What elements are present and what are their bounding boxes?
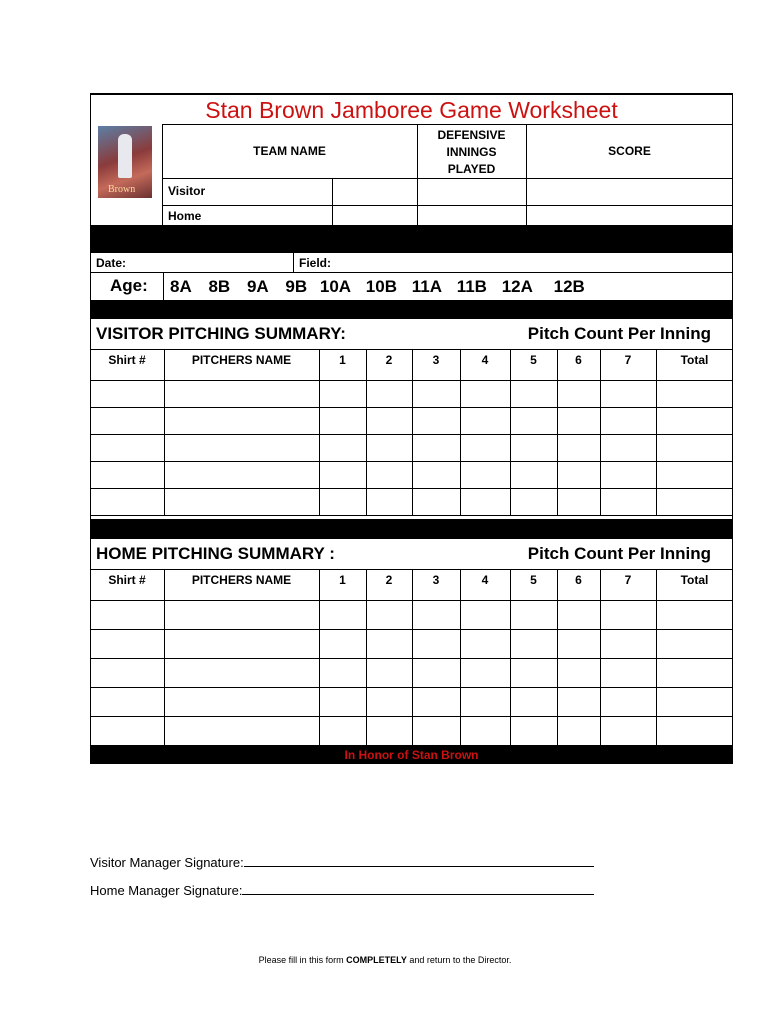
age-group-12b[interactable]: 12B xyxy=(553,277,585,296)
page-title: Stan Brown Jamboree Game Worksheet xyxy=(205,97,618,123)
visitor_summary-cell[interactable] xyxy=(367,462,412,488)
home_summary-cell[interactable] xyxy=(413,601,460,629)
home-pitching-table xyxy=(90,570,733,746)
visitor_summary-cell[interactable] xyxy=(461,381,510,407)
visitor_summary-cell[interactable] xyxy=(511,435,557,461)
age-group-10a[interactable]: 10A xyxy=(319,277,352,296)
visitor_summary-cell[interactable] xyxy=(657,381,733,407)
home_summary-cell[interactable] xyxy=(461,659,510,687)
home_summary-cell[interactable] xyxy=(413,659,460,687)
honor-banner-text: In Honor of Stan Brown xyxy=(344,747,479,762)
home_summary-col-header: 7 xyxy=(624,573,632,587)
home_summary-cell[interactable] xyxy=(413,717,460,745)
visitor-summary-heading xyxy=(90,319,733,350)
visitor_summary-cell[interactable] xyxy=(165,381,319,407)
visitor_summary-cell[interactable] xyxy=(558,462,600,488)
honor-banner xyxy=(90,745,733,764)
visitor_summary-cell[interactable] xyxy=(413,408,460,434)
home_summary-cell[interactable] xyxy=(91,688,164,716)
visitor_summary-cell[interactable] xyxy=(461,462,510,488)
visitor_summary-cell[interactable] xyxy=(91,489,164,515)
home_summary-cell[interactable] xyxy=(657,659,733,687)
home_summary-cell[interactable] xyxy=(558,688,600,716)
home_summary-cell[interactable] xyxy=(511,601,557,629)
age-group-10b[interactable]: 10B xyxy=(365,277,397,296)
visitor_summary-cell[interactable] xyxy=(461,408,510,434)
visitor_summary-cell[interactable] xyxy=(91,435,164,461)
team-table xyxy=(162,124,733,225)
visitor_summary-cell[interactable] xyxy=(601,381,656,407)
visitor_summary-cell[interactable] xyxy=(367,435,412,461)
visitor-pitch-count-title: Pitch Count Per Inning xyxy=(527,324,711,343)
age-group-9b[interactable]: 9B xyxy=(285,277,308,296)
home_summary-cell[interactable] xyxy=(558,601,600,629)
home-signature-label: Home Manager Signature: xyxy=(90,883,243,898)
home_summary-cell[interactable] xyxy=(601,688,656,716)
visitor-signature-line[interactable] xyxy=(90,852,594,870)
score-header: SCORE xyxy=(608,144,651,158)
visitor_summary-cell[interactable] xyxy=(165,462,319,488)
home-label: Home xyxy=(168,209,202,223)
divider-bar xyxy=(90,301,733,319)
home_summary-cell[interactable] xyxy=(461,630,510,658)
home_summary-cell[interactable] xyxy=(165,659,319,687)
visitor_summary-col-header: PITCHERS NAME xyxy=(191,353,292,367)
home_summary-cell[interactable] xyxy=(91,717,164,745)
visitor_summary-cell[interactable] xyxy=(320,489,366,515)
visitor_summary-cell[interactable] xyxy=(657,435,733,461)
home_summary-cell[interactable] xyxy=(320,717,366,745)
home_summary-col-header: Shirt # xyxy=(108,573,146,587)
age-group-9a[interactable]: 9A xyxy=(246,277,269,296)
visitor_summary-cell[interactable] xyxy=(413,462,460,488)
defensive-innings-header: DEFENSIVE INNINGS PLAYED xyxy=(437,128,506,176)
home_summary-cell[interactable] xyxy=(601,630,656,658)
home_summary-cell[interactable] xyxy=(657,688,733,716)
home_summary-cell[interactable] xyxy=(657,717,733,745)
home_summary-cell[interactable] xyxy=(320,601,366,629)
home_summary-cell[interactable] xyxy=(511,717,557,745)
visitor_summary-cell[interactable] xyxy=(367,408,412,434)
home_summary-cell[interactable] xyxy=(558,659,600,687)
visitor_summary-cell[interactable] xyxy=(601,435,656,461)
home_summary-cell[interactable] xyxy=(413,688,460,716)
photo-caption: Brown xyxy=(108,184,136,195)
visitor_summary-cell[interactable] xyxy=(511,381,557,407)
instructions: Please fill in this form COMPLETELY and return to the Director. xyxy=(258,955,512,965)
home_summary-col-header: 5 xyxy=(530,573,537,587)
worksheet xyxy=(90,93,733,764)
home-signature-field[interactable] xyxy=(242,880,594,895)
visitor_summary-cell[interactable] xyxy=(511,462,557,488)
age-group-12a[interactable]: 12A xyxy=(501,277,533,296)
visitor_summary-col-header: 7 xyxy=(624,353,632,367)
visitor_summary-cell[interactable] xyxy=(165,435,319,461)
visitor_summary-cell[interactable] xyxy=(558,435,600,461)
home_summary-col-header: 6 xyxy=(575,573,582,587)
visitor_summary-cell[interactable] xyxy=(601,408,656,434)
home_summary-cell[interactable] xyxy=(165,688,319,716)
player-figure-icon xyxy=(118,134,132,178)
date-label: Date: xyxy=(96,256,127,270)
visitor_summary-cell[interactable] xyxy=(461,489,510,515)
visitor_summary-cell[interactable] xyxy=(601,462,656,488)
home_summary-cell[interactable] xyxy=(367,688,412,716)
visitor_summary-cell[interactable] xyxy=(657,489,733,515)
visitor_summary-cell[interactable] xyxy=(320,408,366,434)
home_summary-cell[interactable] xyxy=(601,659,656,687)
age-row xyxy=(90,273,733,301)
visitor-signature-label: Visitor Manager Signature: xyxy=(90,855,244,870)
home_summary-cell[interactable] xyxy=(320,659,366,687)
visitor_summary-cell[interactable] xyxy=(558,489,600,515)
home-signature-line[interactable] xyxy=(90,880,594,898)
visitor_summary-cell[interactable] xyxy=(320,462,366,488)
home_summary-cell[interactable] xyxy=(601,717,656,745)
age-group-8a[interactable]: 8A xyxy=(170,277,192,296)
home_summary-cell[interactable] xyxy=(511,630,557,658)
home_summary-cell[interactable] xyxy=(461,688,510,716)
visitor_summary-cell[interactable] xyxy=(657,462,733,488)
age-group-11a[interactable]: 11A xyxy=(411,277,442,296)
visitor_summary-cell[interactable] xyxy=(558,381,600,407)
home-pitch-count-title: Pitch Count Per Inning xyxy=(527,544,711,563)
home-summary-title: HOME PITCHING SUMMARY : xyxy=(96,544,335,563)
visitor_summary-cell[interactable] xyxy=(320,435,366,461)
home_summary-cell[interactable] xyxy=(165,717,319,745)
home_summary-col-header: 2 xyxy=(385,573,393,587)
visitor_summary-col-header: 1 xyxy=(339,353,346,367)
home_summary-cell[interactable] xyxy=(367,601,412,629)
date-field-row xyxy=(90,253,733,273)
visitor_summary-cell[interactable] xyxy=(413,435,460,461)
home_summary-cell[interactable] xyxy=(165,630,319,658)
home_summary-cell[interactable] xyxy=(511,688,557,716)
home_summary-cell[interactable] xyxy=(558,630,600,658)
home_summary-cell[interactable] xyxy=(320,630,366,658)
home_summary-col-header: 1 xyxy=(339,573,346,587)
visitor_summary-col-header: 5 xyxy=(530,353,537,367)
home_summary-cell[interactable] xyxy=(413,630,460,658)
stan-brown-photo xyxy=(98,126,152,198)
visitor_summary-cell[interactable] xyxy=(91,381,164,407)
home_summary-cell[interactable] xyxy=(165,601,319,629)
visitor_summary-col-header: 4 xyxy=(481,353,489,367)
age-groups xyxy=(170,277,585,297)
home_summary-col-header: 4 xyxy=(481,573,489,587)
visitor_summary-cell[interactable] xyxy=(91,462,164,488)
visitor_summary-col-header: 3 xyxy=(432,353,440,367)
visitor_summary-cell[interactable] xyxy=(413,381,460,407)
home_summary-cell[interactable] xyxy=(511,659,557,687)
home_summary-cell[interactable] xyxy=(461,717,510,745)
visitor-pitching-table xyxy=(90,350,733,520)
visitor_summary-col-header: 6 xyxy=(575,353,582,367)
visitor_summary-cell[interactable] xyxy=(413,489,460,515)
home_summary-cell[interactable] xyxy=(657,630,733,658)
home_summary-cell[interactable] xyxy=(461,601,510,629)
home_summary-cell[interactable] xyxy=(320,688,366,716)
visitor_summary-cell[interactable] xyxy=(367,489,412,515)
age-label: Age: xyxy=(110,276,148,295)
divider-bar xyxy=(90,519,733,539)
visitor_summary-cell[interactable] xyxy=(91,408,164,434)
home_summary-cell[interactable] xyxy=(558,717,600,745)
visitor_summary-cell[interactable] xyxy=(657,408,733,434)
visitor_summary-cell[interactable] xyxy=(601,489,656,515)
team-name-header: TEAM NAME xyxy=(253,144,326,158)
visitor_summary-cell[interactable] xyxy=(511,408,557,434)
home_summary-cell[interactable] xyxy=(367,630,412,658)
home_summary-cell[interactable] xyxy=(91,630,164,658)
home_summary-cell[interactable] xyxy=(657,601,733,629)
home_summary-cell[interactable] xyxy=(91,659,164,687)
visitor_summary-cell[interactable] xyxy=(558,408,600,434)
home_summary-cell[interactable] xyxy=(601,601,656,629)
visitor-signature-field[interactable] xyxy=(244,852,594,867)
age-group-8b[interactable]: 8B xyxy=(208,277,231,296)
home_summary-cell[interactable] xyxy=(367,659,412,687)
home-summary-heading xyxy=(90,539,733,570)
visitor-label: Visitor xyxy=(168,184,206,198)
visitor_summary-col-header: Total xyxy=(680,353,709,367)
visitor-summary-title: VISITOR PITCHING SUMMARY: xyxy=(96,324,346,343)
visitor_summary-cell[interactable] xyxy=(511,489,557,515)
home_summary-cell[interactable] xyxy=(367,717,412,745)
visitor_summary-col-header: Shirt # xyxy=(108,353,146,367)
visitor_summary-cell[interactable] xyxy=(320,381,366,407)
visitor_summary-col-header: 2 xyxy=(385,353,393,367)
divider-bar xyxy=(90,225,733,253)
home_summary-col-header: PITCHERS NAME xyxy=(191,573,292,587)
visitor_summary-cell[interactable] xyxy=(165,489,319,515)
age-group-11b[interactable]: 11B xyxy=(456,277,487,296)
visitor_summary-cell[interactable] xyxy=(165,408,319,434)
visitor_summary-cell[interactable] xyxy=(367,381,412,407)
home_summary-col-header: Total xyxy=(680,573,709,587)
home_summary-col-header: 3 xyxy=(432,573,440,587)
field-label: Field: xyxy=(299,256,331,270)
home_summary-cell[interactable] xyxy=(91,601,164,629)
visitor_summary-cell[interactable] xyxy=(461,435,510,461)
